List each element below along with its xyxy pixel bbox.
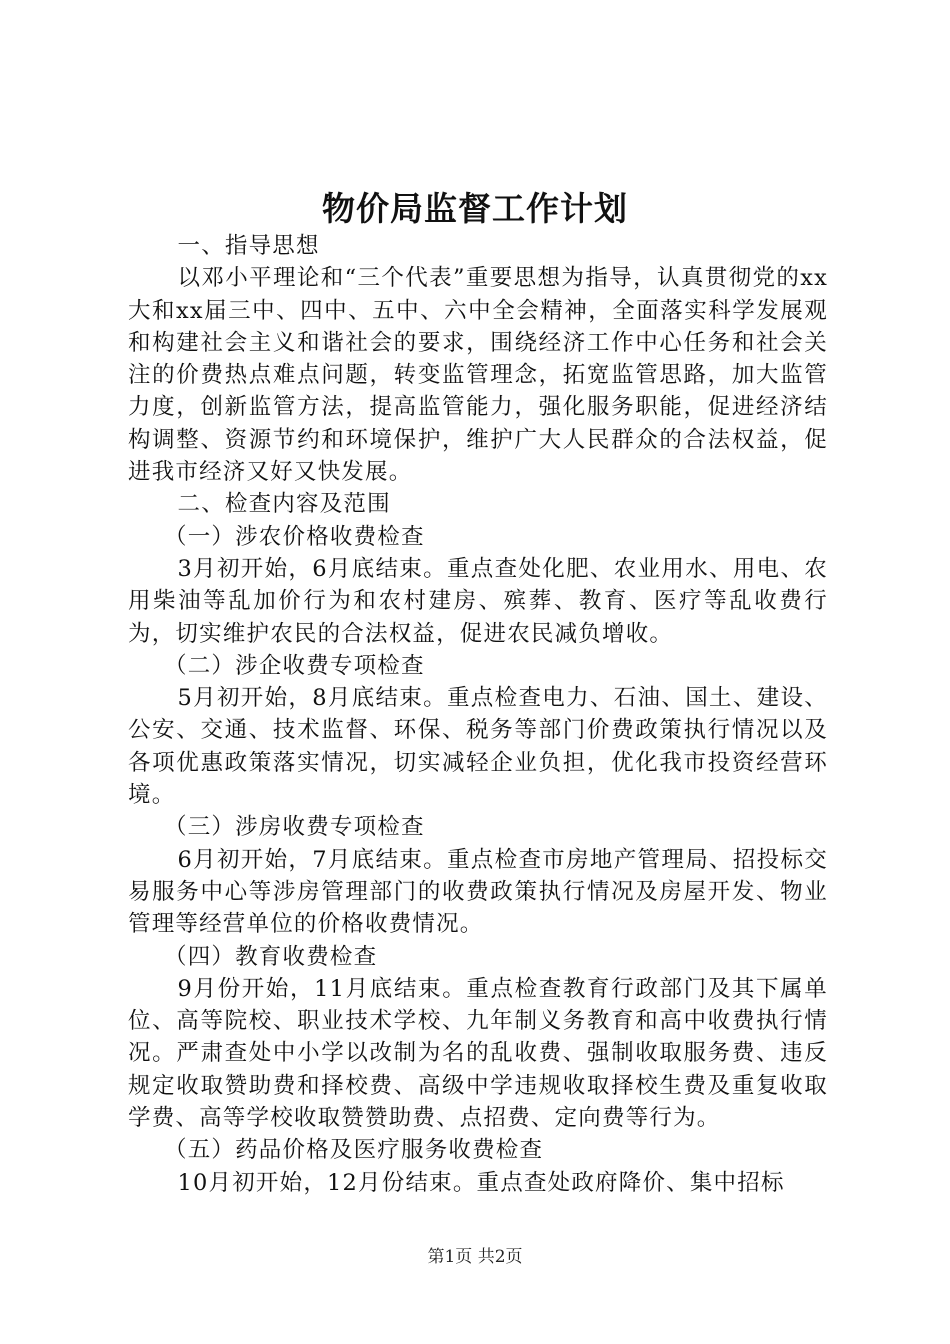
page-footer: 第1页 共2页 — [427, 1247, 523, 1267]
body-paragraph: 5月初开始，8月底结束。重点检查电力、石油、国土、建设、公安、交通、技术监督、环保、税务等部门价费政策执行情况以及各项优惠政策落实情况，切实减轻企业负担，优化我市投资经营环境。 — [128, 685, 828, 809]
subheading-medical: （五）药品价格及医疗服务收费检查 — [164, 1137, 544, 1164]
body-paragraph: 3月初开始，6月底结束。重点查处化肥、农业用水、用电、农用柴油等乱加价行为和农村建房、殡葬、教育、医疗等乱收费行为，切实维护农民的合法权益，促进农民减负增收。 — [128, 555, 828, 647]
body-paragraph: 6月初开始，7月底结束。重点检查市房地产管理局、招投标交易服务中心等涉房管理部门的收费政策执行情况及房屋开发、物业管理等经营单位的价格收费情况。 — [128, 846, 828, 938]
subheading-education: （四）教育收费检查 — [164, 943, 378, 970]
subheading-enterprise: （二）涉企收费专项检查 — [164, 652, 425, 679]
body-paragraph: 10月初开始，12月份结束。重点查处政府降价、集中招标 — [177, 1169, 785, 1196]
body-paragraph: 9月份开始，11月底结束。重点检查教育行政部门及其下属单位、高等院校、职业技术学校、九年制义务教育和高中收费执行情况。严肃查处中小学以改制为名的乱收费、强制收取服务费、违反规定收取赞助费和择校费、高级中学违规收取择校生费及重复收取学费、高等学校收取赞赞助费、点招费、定向费等行为。 — [128, 975, 828, 1132]
body-paragraph: 以邓小平理论和“三个代表”重要思想为指导，认真贯彻党的xx大和xx届三中、四中、五中、六中全会精神，全面落实科学发展观和构建社会主义和谐社会的要求，围绕经济工作中心任务和社会关注的价费热点难点问题，转变监管理念，拓宽监管思路，加大监管力度，创新监管方法，提高监管能力，强化服务职能，促进经济结构调整、资源节约和环境保护，维护广大人民群众的合法权益，促进我市经济又好又快发展。 — [128, 265, 828, 486]
section-heading-inspection-scope: 二、检查内容及范围 — [177, 491, 391, 518]
subheading-agriculture: （一）涉农价格收费检查 — [164, 523, 425, 550]
document-body — [128, 230, 828, 1199]
section-heading-guiding-ideology: 一、指导思想 — [177, 233, 320, 259]
page-title: 物价局监督工作计划 — [322, 189, 628, 228]
subheading-housing: （三）涉房收费专项检查 — [164, 814, 425, 841]
